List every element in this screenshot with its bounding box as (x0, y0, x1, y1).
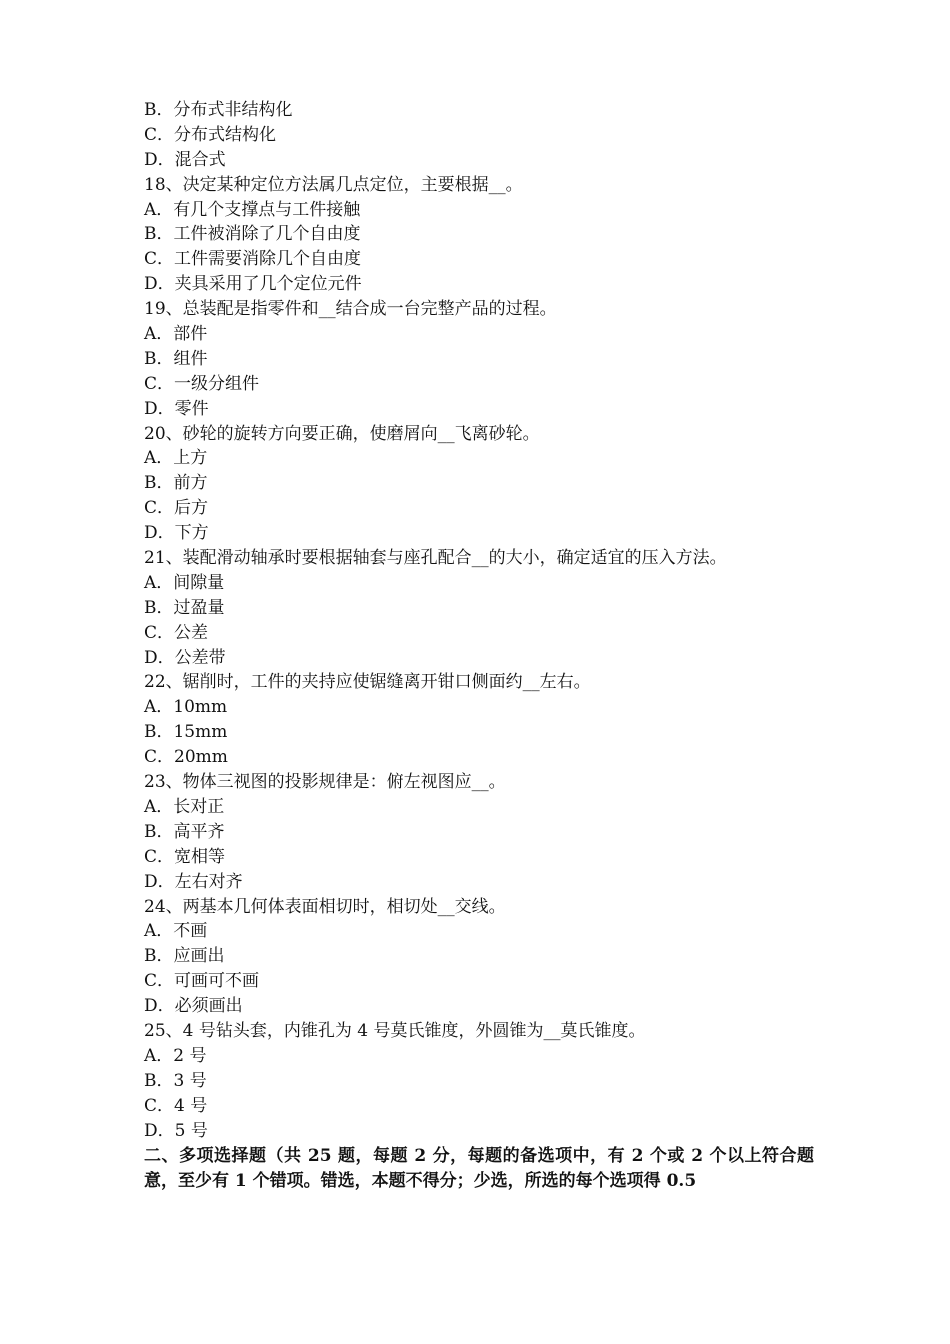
option-18-a: A．有几个支撑点与工件接触 (144, 199, 361, 220)
option-21-c: C．公差 (144, 622, 209, 643)
option-22-c: C．20mm (144, 747, 228, 768)
option-21-a: A．间隙量 (144, 572, 225, 593)
option-19-b: B．组件 (144, 348, 208, 369)
option-21-d: D．公差带 (144, 647, 226, 668)
option-25-b: B．3 号 (144, 1070, 207, 1091)
question-18: 18、决定某种定位方法属几点定位，主要根据__。 (144, 174, 523, 195)
option-19-d: D．零件 (144, 398, 209, 419)
option-25-a: A．2 号 (144, 1045, 207, 1066)
document-page (144, 98, 814, 1194)
question-22: 22、锯削时，工件的夹持应使锯缝离开钳口侧面约__左右。 (144, 672, 591, 693)
option-21-b: B．过盈量 (144, 597, 225, 618)
question-25: 25、4 号钻头套，内锥孔为 4 号莫氏锥度，外圆锥为__莫氏锥度。 (144, 1020, 646, 1041)
option-24-c: C．可画可不画 (144, 971, 260, 992)
section-heading-multiple-choice: 二、多项选择题（共 25 题，每题 2 分，每题的备选项中，有 2 个或 2 个以上符合题意，至少有 1 个错项。错选，本题不得分；少选，所选的每个选项得 0.5 (144, 1146, 814, 1192)
question-23: 23、物体三视图的投影规律是：俯左视图应__。 (144, 772, 506, 793)
option-24-d: D．必须画出 (144, 996, 243, 1017)
option-20-c: C．后方 (144, 498, 209, 519)
option-19-c: C．一级分组件 (144, 373, 260, 394)
question-19: 19、总装配是指零件和__结合成一台完整产品的过程。 (144, 299, 557, 320)
option-18-c: C．工件需要消除几个自由度 (144, 249, 362, 270)
option-25-d: D．5 号 (144, 1120, 208, 1141)
option-22-a: A．10mm (144, 697, 228, 718)
option-20-a: A．上方 (144, 448, 208, 469)
option-18-d: D．夹具采用了几个定位元件 (144, 274, 362, 295)
option-17-b: B．分布式非结构化 (144, 100, 293, 120)
option-22-b: B．15mm (144, 722, 228, 743)
option-20-d: D．下方 (144, 523, 209, 544)
option-24-a: A．不画 (144, 921, 208, 942)
option-23-d: D．左右对齐 (144, 871, 243, 892)
option-25-c: C．4 号 (144, 1095, 208, 1116)
option-18-b: B．工件被消除了几个自由度 (144, 224, 361, 245)
option-17-c: C．分布式结构化 (144, 124, 277, 145)
question-24: 24、两基本几何体表面相切时，相切处__交线。 (144, 896, 506, 917)
option-17-d: D．混合式 (144, 149, 226, 170)
option-20-b: B．前方 (144, 473, 208, 494)
question-20: 20、砂轮的旋转方向要正确，使磨屑向__飞离砂轮。 (144, 423, 540, 444)
option-23-b: B．高平齐 (144, 821, 225, 842)
option-23-a: A．长对正 (144, 796, 225, 817)
option-24-b: B．应画出 (144, 946, 225, 967)
option-19-a: A．部件 (144, 324, 208, 345)
option-23-c: C．宽相等 (144, 846, 226, 867)
question-21: 21、装配滑动轴承时要根据轴套与座孔配合__的大小，确定适宜的压入方法。 (144, 548, 727, 569)
